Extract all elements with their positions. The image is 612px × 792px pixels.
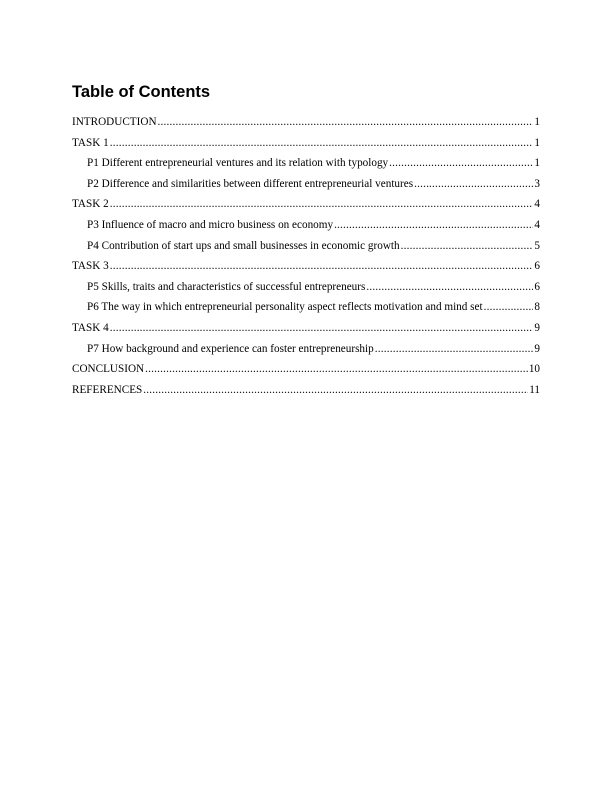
toc-entry-p5[interactable] [72,281,540,302]
toc-dot-leader [401,240,534,252]
toc-page-number: 3 [534,177,540,190]
toc-page-number: 4 [534,218,540,231]
toc-entry-introduction[interactable] [72,116,540,137]
toc-dot-leader [375,343,534,355]
toc-page-number: 8 [534,301,540,314]
toc-entry-p2[interactable] [72,178,540,199]
toc-dot-leader [414,178,533,190]
toc-entry-label: TASK 2 [72,198,109,211]
toc-entry-label: P3 Influence of macro and micro business on economy [87,218,334,231]
toc-entry-conclusion[interactable] [72,363,540,384]
toc-page-number: 1 [534,157,540,170]
toc-entry-label: P7 How background and experience can foster entrepreneurship [87,342,374,355]
toc-entry-label: REFERENCES [72,383,143,396]
toc-dot-leader [366,281,533,293]
toc-dot-leader [110,137,534,149]
toc-entry-label: TASK 4 [72,321,109,334]
toc-entry-p1[interactable] [72,157,540,178]
toc-dot-leader [334,219,533,231]
toc-page-number: 6 [534,260,540,273]
toc-list [72,116,540,404]
toc-dot-leader [143,384,528,396]
toc-page-number: 6 [534,280,540,293]
toc-page-number: 4 [534,198,540,211]
toc-page-number: 5 [534,239,540,252]
toc-entry-label: INTRODUCTION [72,116,157,128]
toc-entry-task-1[interactable] [72,137,540,158]
toc-entry-p6[interactable] [72,301,540,322]
toc-dot-leader [145,363,528,375]
toc-dot-leader [484,301,534,313]
toc-entry-label: P4 Contribution of start ups and small businesses in economic growth [87,239,400,252]
toc-entry-p7[interactable] [72,343,540,364]
toc-entry-p4[interactable] [72,240,540,261]
toc-page-number: 10 [528,363,540,376]
toc-entry-label: CONCLUSION [72,363,145,376]
toc-entry-label: TASK 1 [72,136,109,149]
toc-entry-task-2[interactable] [72,198,540,219]
toc-entry-label: TASK 3 [72,260,109,273]
toc-entry-task-4[interactable] [72,322,540,343]
toc-dot-leader [110,260,534,272]
toc-entry-label: P5 Skills, traits and characteristics of successful entrepreneurs [87,280,366,293]
toc-page-number: 11 [529,383,540,396]
toc-dot-leader [110,322,534,334]
toc-entry-label: P1 Different entrepreneurial ventures and its relation with typology [87,157,389,170]
toc-entry-references[interactable] [72,384,540,405]
toc-dot-leader [110,198,534,210]
toc-page-number: 9 [534,342,540,355]
toc-entry-label: P2 Difference and similarities between different entrepreneurial ventures [87,177,414,190]
toc-entry-task-3[interactable] [72,260,540,281]
toc-dot-leader [389,157,533,169]
toc-entry-label: P6 The way in which entrepreneurial personality aspect reflects motivation and mind set [87,301,483,314]
toc-heading: Table of Contents [72,83,211,101]
toc-page-number: 9 [534,321,540,334]
toc-entry-p3[interactable] [72,219,540,240]
toc-dot-leader [158,116,534,128]
toc-page-number: 1 [534,136,540,149]
toc-page-number: 1 [534,116,540,128]
